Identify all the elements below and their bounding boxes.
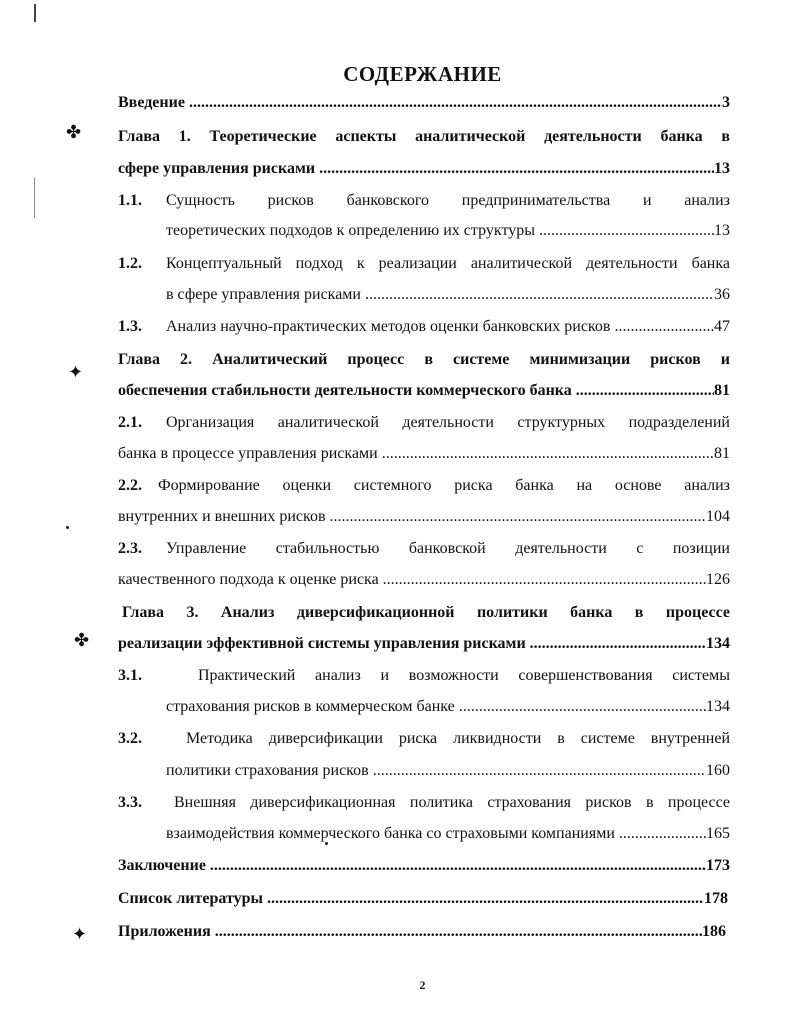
toc-section-2-1 [118, 444, 730, 464]
toc-label: страхования рисков в коммерческом банке ..... [166, 697, 706, 717]
toc-label: обеспечения стабильности деятельности коммерческого банка ..... [118, 381, 714, 401]
toc-chapter-2-heading: Глава 2. Аналитический процесс в системе минимизации рисков и [118, 351, 730, 368]
toc-entry-intro [118, 93, 730, 113]
toc-chapter-2 [118, 381, 730, 401]
toc-entry-appendices [118, 922, 726, 942]
scan-blot-mark: ✤ [74, 630, 90, 650]
toc-page-number: 126 [706, 571, 730, 588]
toc-section-number: 2.3. [118, 540, 142, 557]
toc-section-number: 3.1. [118, 667, 142, 684]
toc-label: реализации эффективной системы управления рисками ..... [118, 634, 706, 654]
toc-section-2-2 [118, 507, 730, 527]
toc-page-number: 3 [722, 94, 730, 111]
scan-margin-line [34, 4, 36, 22]
toc-section-2-3-line1: Управление стабильностью банковской деятельности с позиции [166, 540, 730, 557]
toc-page-number: 160 [706, 762, 730, 779]
page-title: СОДЕРЖАНИЕ [343, 62, 502, 86]
scan-speck [66, 526, 69, 529]
toc-section-3-3-line1: Внешняя диверсификационная политика страхования рисков в процессе [174, 794, 730, 811]
toc-page-number: 81 [714, 382, 730, 399]
toc-section-1-1 [166, 221, 730, 241]
toc-page-number: 186 [702, 923, 726, 940]
toc-section-3-3 [166, 824, 730, 844]
toc-section-1-2-line1: Концептуальный подход к реализации аналитической деятельности банка [166, 255, 730, 272]
scan-blot-mark: ✦ [68, 362, 84, 382]
toc-label: Анализ научно-практических методов оценки банковских рисков ..... [166, 317, 714, 337]
toc-page-number: 47 [714, 318, 730, 335]
toc-page-number: 104 [706, 508, 730, 525]
toc-label: банка в процессе управления рисками ..... [118, 444, 714, 464]
toc-section-3-1-line1: Практический анализ и возможности совершенствования системы [198, 667, 730, 684]
toc-entry-bibliography [118, 889, 728, 909]
toc-label: Введение ..... [118, 93, 722, 113]
toc-label: Приложения ..... [118, 922, 702, 942]
toc-section-number: 2.1. [118, 414, 142, 431]
toc-chapter-1 [118, 159, 730, 179]
toc-section-number: 3.3. [118, 794, 142, 811]
toc-chapter-3 [118, 634, 730, 654]
toc-page-number: 165 [706, 825, 730, 842]
toc-section-3-2 [166, 761, 730, 781]
toc-section-2-2-line1: Формирование оценки системного риска банка на основе анализ [158, 477, 730, 494]
toc-label: взаимодействия коммерческого банка со страховыми компаниями ..... [166, 824, 706, 844]
toc-page-number: 173 [706, 857, 730, 874]
toc-entry-conclusion [118, 856, 730, 876]
page-number: 2 [419, 978, 426, 992]
scan-blot-mark: ✦ [72, 924, 88, 944]
toc-page-number: 134 [706, 635, 730, 652]
toc-section-number: 1.1. [118, 192, 142, 209]
toc-section-number: 2.2. [118, 477, 142, 494]
toc-section-1-3 [166, 317, 730, 337]
toc-section-2-3 [118, 570, 730, 590]
scan-margin-line-lower [34, 178, 35, 218]
toc-section-2-1-line1: Организация аналитической деятельности структурных подразделений [166, 414, 730, 431]
toc-label: качественного подхода к оценке риска ..... [118, 570, 706, 590]
toc-section-1-2 [166, 285, 730, 305]
toc-chapter-1-heading: Глава 1. Теоретические аспекты аналитической деятельности банка в [118, 128, 730, 145]
toc-label: в сфере управления рисками ..... [166, 285, 714, 305]
toc-page-number: 36 [714, 286, 730, 303]
toc-section-3-1 [166, 697, 730, 717]
toc-label: теоретических подходов к определению их структуры ..... [166, 221, 714, 241]
toc-chapter-3-heading: Глава 3. Анализ диверсификационной политики банка в процессе [122, 604, 730, 621]
toc-label: Список литературы ..... [118, 889, 704, 909]
toc-page-number: 134 [706, 698, 730, 715]
toc-page-number: 81 [714, 445, 730, 462]
toc-label: политики страхования рисков ..... [166, 761, 706, 781]
toc-section-number: 1.2. [118, 255, 142, 272]
toc-section-number: 3.2. [118, 730, 142, 747]
toc-label: сфере управления рисками ..... [118, 159, 714, 179]
toc-page-number: 178 [704, 890, 728, 907]
toc-page-number: 13 [714, 160, 730, 177]
toc-section-3-2-line1: Методика диверсификации риска ликвидности в системе внутренней [186, 730, 730, 747]
toc-section-number: 1.3. [118, 318, 142, 335]
toc-label: Заключение ..... [118, 856, 706, 876]
scan-blot-mark: ✤ [66, 122, 82, 142]
toc-label: внутренних и внешних рисков ..... [118, 507, 706, 527]
toc-section-1-1-line1: Сущность рисков банковского предпринимательства и анализ [166, 192, 730, 209]
toc-page-number: 13 [714, 222, 730, 239]
